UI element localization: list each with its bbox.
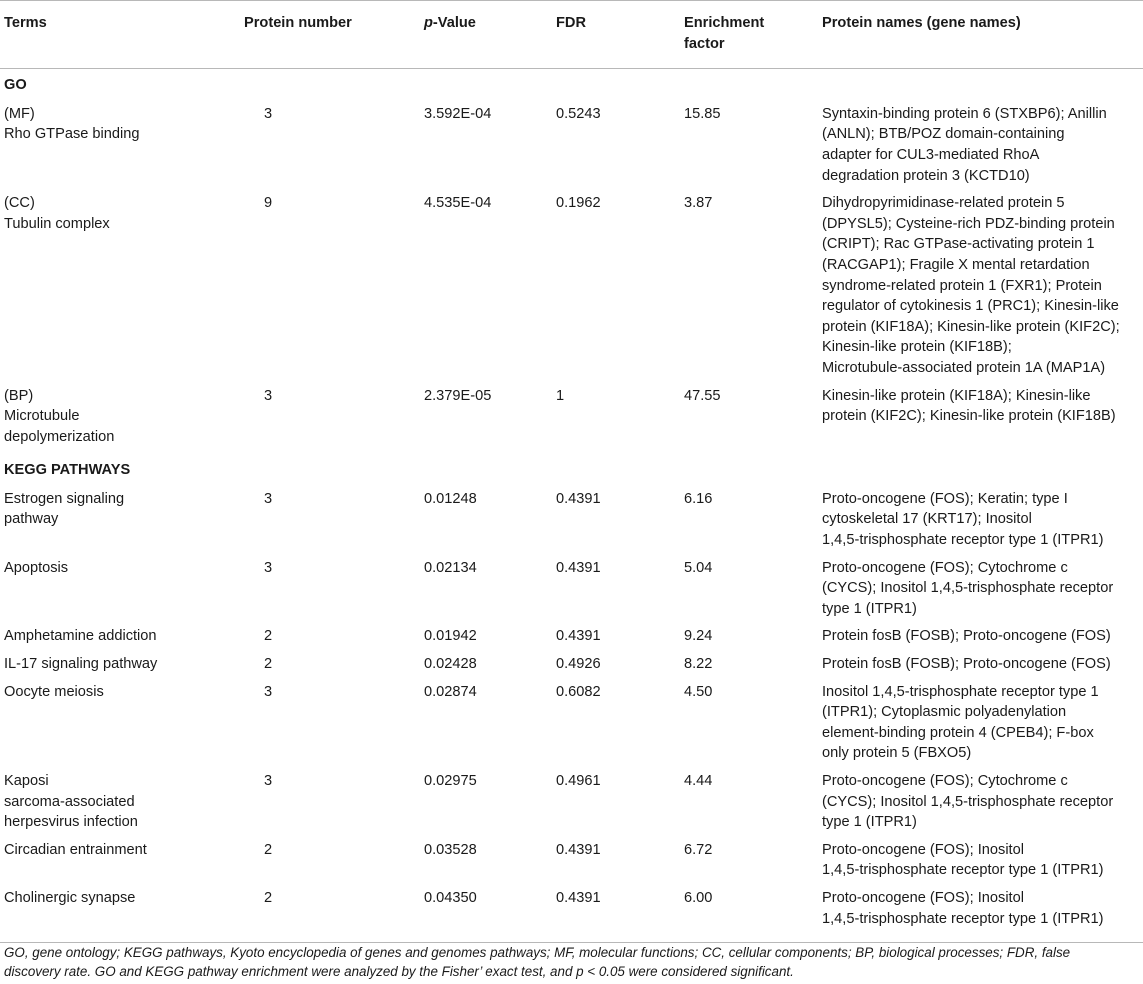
cell-p-value: 0.04350 <box>402 888 532 943</box>
protein-names-line: type 1 (ITPR1) <box>822 600 917 617</box>
cell-protein-number: 3 <box>264 683 273 700</box>
protein-names-line: (ITPR1); Cytoplasmic polyadenylation <box>822 704 1067 721</box>
cell-fdr: 0.4926 <box>556 656 601 673</box>
cell-p-value: 4.535E-04 <box>424 195 492 212</box>
term-line: depolymerization <box>4 428 115 445</box>
cell-term <box>0 840 240 888</box>
term-line: herpesvirus infection <box>4 814 138 831</box>
cell-fdr: 0.4391 <box>556 559 601 576</box>
protein-names-line: Proto-oncogene (FOS); Keratin; type I <box>822 490 1068 507</box>
cell-term <box>0 102 240 193</box>
cell-term <box>0 682 240 771</box>
term-line: Apoptosis <box>4 559 69 576</box>
cell-fdr: 0.5243 <box>556 105 601 122</box>
cell-protein-names <box>810 771 1143 840</box>
protein-names-line: 1,4,5-trisphosphate receptor type 1 (ITPR1) <box>822 862 1104 879</box>
table-footnote <box>4 943 1139 981</box>
cell-protein-number: 3 <box>264 559 273 576</box>
term-line: Cholinergic synapse <box>4 889 136 906</box>
cell-protein-names <box>810 487 1143 558</box>
table-row <box>0 771 1143 840</box>
cell-fdr: 0.1962 <box>556 195 601 212</box>
cell-protein-names <box>810 102 1143 193</box>
protein-names-line: protein (KIF2C); Kinesin-like protein (KIF18B) <box>822 408 1116 425</box>
term-line: Oocyte meiosis <box>4 683 104 700</box>
cell-p-value: 0.01942 <box>424 628 477 645</box>
protein-names-line: (DPYSL5); Cysteine-rich PDZ-binding protein <box>822 215 1115 232</box>
protein-names-line: cytoskeletal 17 (KRT17); Inositol <box>822 511 1032 528</box>
cell-fdr: 0.4391 <box>532 888 660 943</box>
term-line: (BP) <box>4 387 34 404</box>
cell-p-value: 3.592E-04 <box>424 105 492 122</box>
cell-enrichment-factor: 4.50 <box>684 683 713 700</box>
header-row <box>0 1 1143 69</box>
cell-p-value: 0.03528 <box>424 841 477 858</box>
cell-protein-number: 2 <box>264 628 273 645</box>
protein-names-line: Proto-oncogene (FOS); Cytochrome c <box>822 559 1068 576</box>
section-title: KEGG PATHWAYS <box>4 462 131 479</box>
table-row <box>0 888 1143 943</box>
cell-protein-names <box>810 386 1143 455</box>
table-row <box>0 682 1143 771</box>
header-terms: Terms <box>0 1 240 69</box>
protein-names-line: (CYCS); Inositol 1,4,5-trisphosphate receptor <box>822 793 1114 810</box>
protein-names-line: Protein fosB (FOSB); Proto-oncogene (FOS) <box>822 628 1111 645</box>
protein-names-line: (CRIPT); Rac GTPase-activating protein 1 <box>822 236 1095 253</box>
cell-p-value: 2.379E-05 <box>424 387 492 404</box>
cell-enrichment-factor: 4.44 <box>684 773 713 789</box>
cell-protein-names <box>810 626 1143 654</box>
header-protein-names: Protein names (gene names) <box>810 1 1143 69</box>
protein-names-line: Syntaxin-binding protein 6 (STXBP6); Anillin <box>822 105 1107 122</box>
header-p-value <box>402 1 532 69</box>
term-line: Amphetamine addiction <box>4 628 157 645</box>
cell-protein-number: 2 <box>264 656 273 673</box>
header-enrichment-line2: factor <box>684 35 725 52</box>
protein-names-line: Protein fosB (FOSB); Proto-oncogene (FOS) <box>822 656 1111 673</box>
cell-p-value: 0.01248 <box>424 490 477 507</box>
cell-protein-names <box>810 558 1143 627</box>
cell-enrichment-factor: 6.00 <box>660 888 810 943</box>
cell-protein-names <box>810 654 1143 682</box>
section-row <box>0 69 1143 102</box>
table-row <box>0 558 1143 627</box>
footnote-line-2: discovery rate. GO and KEGG pathway enrichment were analyzed by the Fisher’ exact test, and p < 0.05 were considered significant. <box>4 964 794 979</box>
protein-names-line: Microtubule-associated protein 1A (MAP1A) <box>822 359 1106 376</box>
cell-fdr: 1 <box>556 387 565 404</box>
cell-enrichment-factor: 15.85 <box>684 105 721 122</box>
protein-names-line: Kinesin-like protein (KIF18B); <box>822 339 1012 356</box>
header-enrichment-line1: Enrichment <box>684 15 765 31</box>
cell-protein-names <box>810 682 1143 771</box>
term-line: Estrogen signaling <box>4 490 125 507</box>
cell-p-value: 0.02975 <box>424 773 477 789</box>
term-line: Kaposi <box>4 773 49 789</box>
cell-enrichment-factor: 8.22 <box>684 656 713 673</box>
protein-names-line: (CYCS); Inositol 1,4,5-trisphosphate receptor <box>822 580 1114 597</box>
table-row <box>0 487 1143 558</box>
term-line: sarcoma-associated <box>4 793 135 810</box>
cell-p-value: 0.02874 <box>424 683 477 700</box>
protein-names-line: Proto-oncogene (FOS); Inositol <box>822 889 1024 906</box>
cell-enrichment-factor: 6.72 <box>684 841 713 858</box>
cell-enrichment-factor: 9.24 <box>684 628 713 645</box>
section-title: GO <box>4 77 27 94</box>
protein-names-line: Dihydropyrimidinase-related protein 5 <box>822 195 1065 212</box>
cell-term <box>0 487 240 558</box>
cell-fdr: 0.4391 <box>556 628 601 645</box>
header-fdr: FDR <box>532 1 660 69</box>
term-line: pathway <box>4 511 59 528</box>
header-p-value-italic: p <box>424 15 433 31</box>
protein-names-line: Kinesin-like protein (KIF18A); Kinesin-like <box>822 387 1091 404</box>
cell-protein-number: 2 <box>264 841 273 858</box>
table-row <box>0 840 1143 888</box>
cell-term <box>0 558 240 627</box>
cell-protein-number: 3 <box>264 773 273 789</box>
protein-names-line: syndrome-related protein 1 (FXR1); Protein <box>822 277 1102 294</box>
cell-enrichment-factor: 6.16 <box>684 490 713 507</box>
cell-fdr: 0.6082 <box>556 683 601 700</box>
cell-term <box>0 626 240 654</box>
cell-p-value: 0.02428 <box>424 656 477 673</box>
protein-names-line: only protein 5 (FBXO5) <box>822 745 972 762</box>
table-header <box>0 1 1143 69</box>
table-row <box>0 626 1143 654</box>
cell-fdr: 0.4391 <box>556 841 601 858</box>
protein-names-line: 1,4,5-trisphosphate receptor type 1 (ITPR1) <box>822 910 1104 927</box>
cell-protein-number: 3 <box>264 105 273 122</box>
protein-names-line: element-binding protein 4 (CPEB4); F-box <box>822 724 1094 741</box>
protein-names-line: (ANLN); BTB/POZ domain-containing <box>822 126 1065 143</box>
header-p-value-suffix: -Value <box>432 15 476 31</box>
term-line: (MF) <box>4 105 35 122</box>
cell-fdr: 0.4961 <box>556 773 601 789</box>
table-row <box>0 102 1143 193</box>
table-row <box>0 386 1143 455</box>
cell-protein-number: 3 <box>264 490 273 507</box>
protein-names-line: protein (KIF18A); Kinesin-like protein (KIF2C); <box>822 318 1120 335</box>
protein-names-line: Inositol 1,4,5-trisphosphate receptor type 1 <box>822 683 1099 700</box>
protein-names-line: regulator of cytokinesis 1 (PRC1); Kinesin-like <box>822 298 1119 315</box>
header-enrichment-factor <box>660 1 810 69</box>
term-line: (CC) <box>4 195 35 212</box>
table-row <box>0 193 1143 385</box>
cell-term <box>0 654 240 682</box>
section-row <box>0 454 1143 487</box>
cell-term <box>0 193 240 385</box>
protein-names-line: Proto-oncogene (FOS); Cytochrome c <box>822 773 1068 789</box>
cell-enrichment-factor: 3.87 <box>684 195 713 212</box>
cell-p-value: 0.02134 <box>424 559 477 576</box>
protein-names-line: type 1 (ITPR1) <box>822 814 917 831</box>
protein-names-line: degradation protein 3 (KCTD10) <box>822 167 1030 184</box>
term-line: Tubulin complex <box>4 215 110 232</box>
protein-names-line: adapter for CUL3-mediated RhoA <box>822 146 1040 163</box>
cell-enrichment-factor: 47.55 <box>684 387 721 404</box>
cell-protein-names <box>810 888 1143 943</box>
cell-term <box>0 771 240 840</box>
cell-fdr: 0.4391 <box>556 490 601 507</box>
cell-term <box>0 386 240 455</box>
term-line: IL-17 signaling pathway <box>4 656 158 673</box>
protein-names-line: 1,4,5-trisphosphate receptor type 1 (ITPR1) <box>822 532 1104 549</box>
cell-enrichment-factor: 5.04 <box>684 559 713 576</box>
protein-names-line: Proto-oncogene (FOS); Inositol <box>822 841 1024 858</box>
protein-names-line: (RACGAP1); Fragile X mental retardation <box>822 256 1090 273</box>
cell-protein-names <box>810 193 1143 385</box>
cell-protein-names <box>810 840 1143 888</box>
table-body <box>0 69 1143 943</box>
term-line: Circadian entrainment <box>4 841 147 858</box>
cell-term <box>0 888 240 943</box>
cell-protein-number: 9 <box>264 195 273 212</box>
table-row <box>0 654 1143 682</box>
term-line: Microtubule <box>4 408 80 425</box>
header-protein-number: Protein number <box>240 1 402 69</box>
cell-protein-number: 3 <box>264 387 273 404</box>
term-line: Rho GTPase binding <box>4 126 140 143</box>
cell-protein-number: 2 <box>240 888 402 943</box>
footnote-line-1: GO, gene ontology; KEGG pathways, Kyoto encyclopedia of genes and genomes pathways; MF, molecular functions; CC, cellular components; BP, biological processes; FDR, false <box>4 945 1071 960</box>
